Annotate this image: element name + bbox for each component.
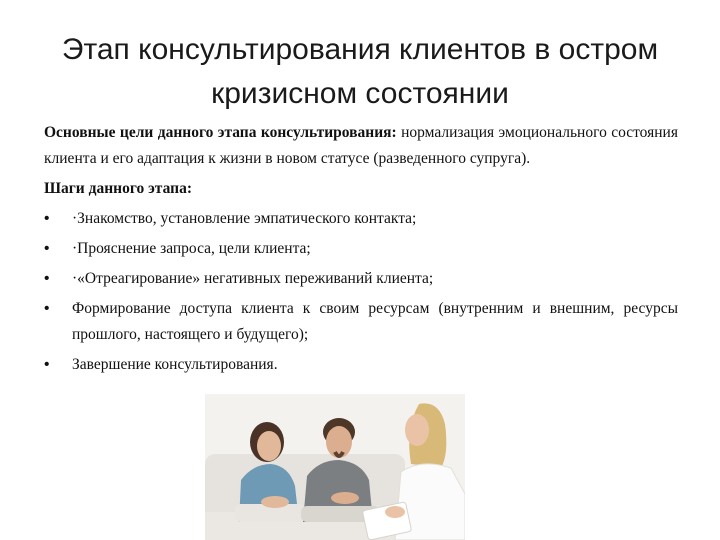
bullet-icon: •	[44, 240, 50, 257]
goals-text: нормализация эмоционального состояния клиента и его адаптация к жизни в новом статусе (разведенного супруга).	[44, 124, 678, 167]
list-item-text: Завершение консультирования.	[72, 356, 278, 373]
list-item-text: ·Знакомство, установление эмпатического контакта;	[72, 210, 417, 227]
bullet-icon: •	[44, 270, 50, 287]
list-item	[44, 206, 678, 232]
counseling-session-photo	[205, 394, 465, 540]
slide-body	[44, 120, 678, 382]
list-item	[44, 352, 678, 378]
list-item	[44, 236, 678, 262]
goals-label: Основные цели данного этапа консультирования:	[44, 124, 397, 141]
photo-illustration	[205, 394, 465, 540]
bullet-icon: •	[44, 210, 50, 227]
steps-heading: Шаги данного этапа:	[44, 180, 192, 197]
list-item	[44, 266, 678, 292]
list-item	[44, 296, 678, 348]
slide-title: Этап консультирования клиентов в остром кризисном состоянии	[61, 33, 659, 110]
bullet-icon: •	[44, 300, 50, 317]
list-item-text: ·«Отреагирование» негативных переживаний клиента;	[72, 270, 434, 287]
steps-list	[44, 206, 678, 378]
goals-paragraph	[44, 120, 678, 172]
list-item-text: Формирование доступа клиента к своим ресурсам (внутренним и внешним, ресурсы прошлого, настоящего и будущего);	[72, 300, 678, 343]
list-item-text: ·Прояснение запроса, цели клиента;	[72, 240, 311, 257]
bullet-icon: •	[44, 356, 50, 373]
